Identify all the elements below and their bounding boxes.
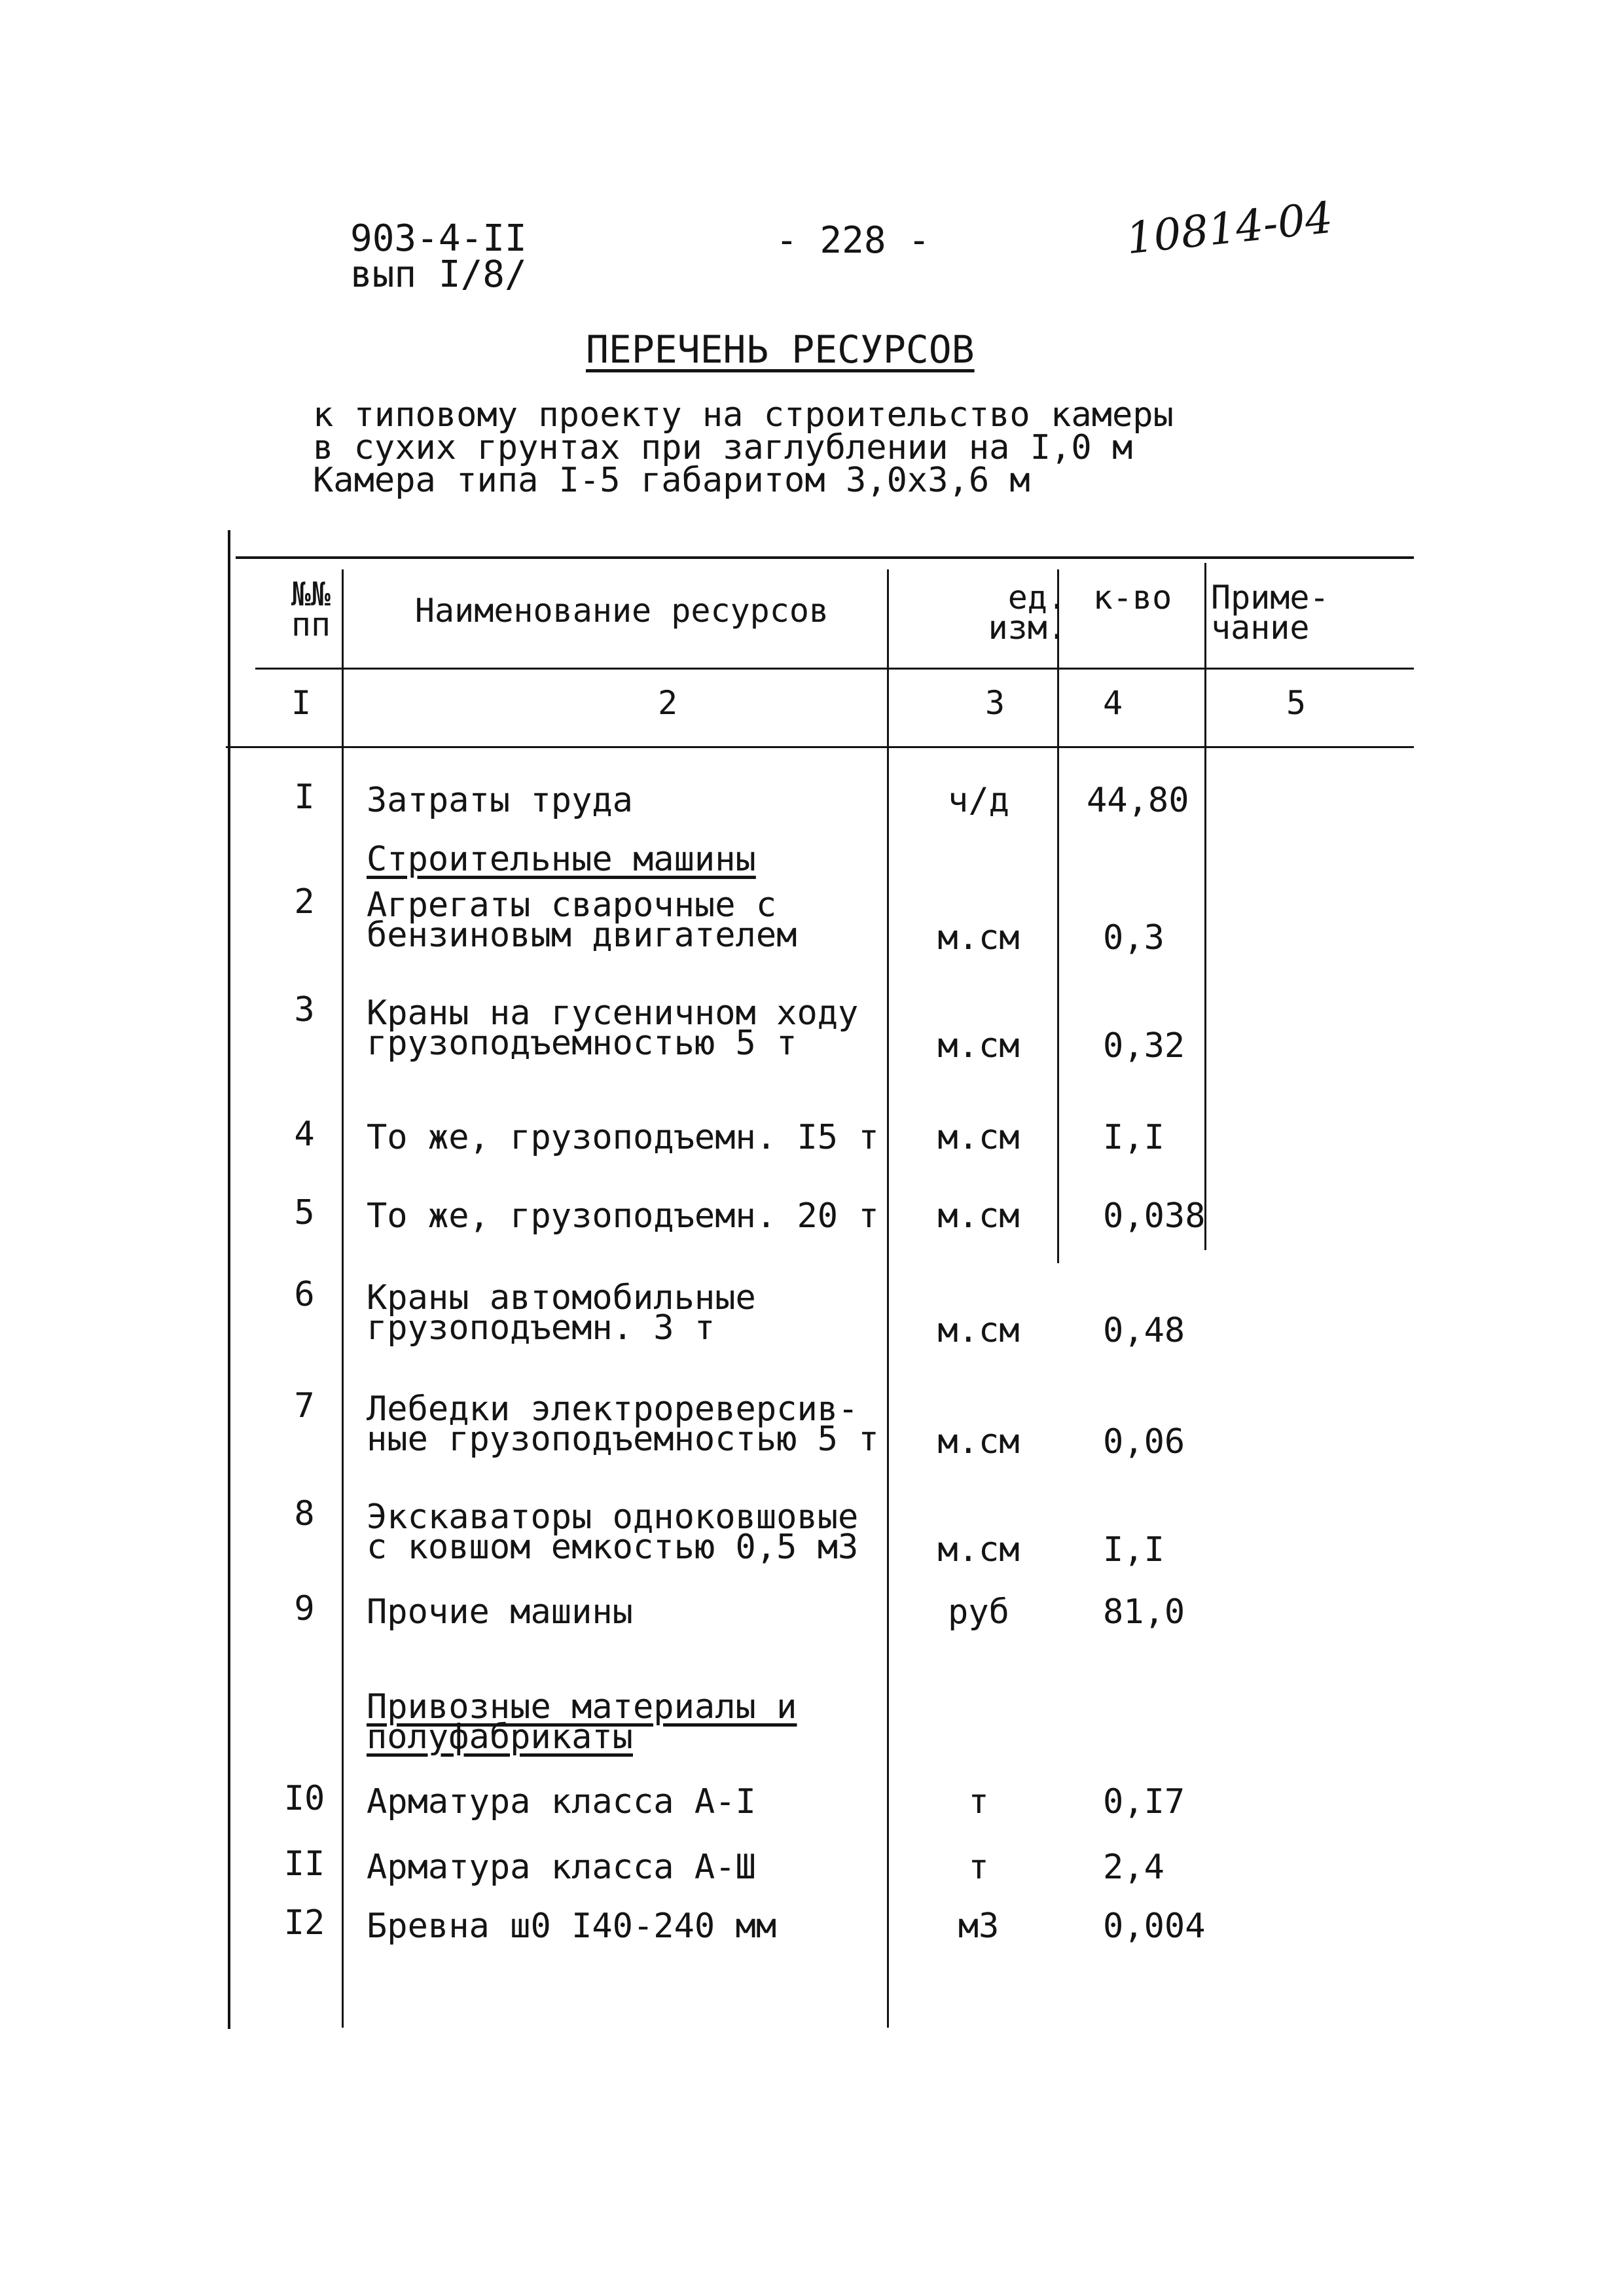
colnum-bottom-rule bbox=[226, 746, 1414, 748]
row-11-name: Арматура класса А-Ш bbox=[367, 1848, 756, 1887]
row-4-qty: I,I bbox=[1103, 1118, 1164, 1157]
row-11-unit: т bbox=[968, 1848, 989, 1887]
row-5-num: 5 bbox=[294, 1193, 315, 1232]
page-number: - 228 - bbox=[776, 219, 931, 262]
handwritten-document-code: 10814-04 bbox=[1123, 192, 1335, 264]
row-11-qty: 2,4 bbox=[1103, 1848, 1164, 1887]
row-4-unit: м.см bbox=[937, 1118, 1020, 1157]
row-9-unit: руб bbox=[948, 1592, 1009, 1632]
column-divider-4 bbox=[1204, 563, 1206, 1250]
colnum-4: 4 bbox=[1102, 684, 1123, 722]
row-6-name: Краны автомобильные грузоподъемн. 3 т bbox=[367, 1278, 756, 1348]
row-8-unit: м.см bbox=[937, 1530, 1020, 1570]
colnum-3: 3 bbox=[984, 684, 1005, 722]
colnum-1: I bbox=[291, 684, 312, 722]
table-top-rule bbox=[236, 556, 1414, 559]
row-7-name: Лебедки электрореверсив- ные грузоподъемностью 5 т bbox=[367, 1390, 879, 1459]
section-construction-machines: Строительные машины bbox=[367, 840, 756, 879]
row-8-name: Экскаваторы одноковшовые с ковшом емкостью 0,5 м3 bbox=[367, 1498, 859, 1567]
row-2-num: 2 bbox=[294, 882, 315, 922]
issue-number: вып I/8/ bbox=[350, 253, 527, 296]
column-divider-2 bbox=[887, 569, 889, 2028]
row-9-qty: 81,0 bbox=[1103, 1592, 1185, 1632]
column-divider-3 bbox=[1057, 569, 1059, 1263]
row-9-name: Прочие машины bbox=[367, 1592, 633, 1632]
row-2-qty: 0,3 bbox=[1103, 918, 1164, 958]
header-note: Приме- чание bbox=[1211, 579, 1329, 647]
header-unit: ед. изм. bbox=[988, 579, 1067, 647]
project-code: 903-4-II bbox=[350, 217, 527, 260]
row-6-unit: м.см bbox=[937, 1311, 1020, 1350]
row-9-num: 9 bbox=[294, 1589, 315, 1628]
row-12-unit: м3 bbox=[958, 1907, 1000, 1946]
header-name: Наименование ресурсов bbox=[414, 592, 829, 630]
colnum-2: 2 bbox=[657, 684, 678, 722]
colnum-5: 5 bbox=[1286, 684, 1307, 722]
row-3-name: Краны на гусеничном ходу грузоподъемностью 5 т bbox=[367, 994, 859, 1063]
row-12-qty: 0,004 bbox=[1103, 1907, 1206, 1946]
row-10-unit: т bbox=[968, 1782, 989, 1821]
intro-line-1: к типовому проекту на строительство камеры bbox=[313, 395, 1174, 435]
row-6-num: 6 bbox=[294, 1275, 315, 1314]
row-7-qty: 0,06 bbox=[1103, 1422, 1185, 1462]
table-left-border bbox=[228, 530, 230, 2029]
row-8-num: 8 bbox=[294, 1494, 315, 1534]
row-7-num: 7 bbox=[294, 1386, 315, 1426]
row-4-name: То же, грузоподъемн. I5 т bbox=[367, 1118, 879, 1157]
header-bottom-rule bbox=[255, 668, 1414, 670]
row-5-qty: 0,038 bbox=[1103, 1196, 1206, 1236]
row-1-unit: ч/д bbox=[948, 781, 1009, 820]
row-2-name: Агрегаты сварочные с бензиновым двигателем bbox=[367, 886, 797, 955]
row-3-num: 3 bbox=[294, 990, 315, 1030]
row-10-qty: 0,I7 bbox=[1103, 1782, 1185, 1821]
header-qty: к-во bbox=[1092, 579, 1172, 617]
row-8-qty: I,I bbox=[1103, 1530, 1164, 1570]
row-12-num: I2 bbox=[283, 1903, 325, 1943]
row-2-unit: м.см bbox=[937, 918, 1020, 958]
section-delivered-materials: Привозные материалы и полуфабрикаты bbox=[367, 1687, 797, 1757]
header-num: №№ пп bbox=[291, 575, 331, 643]
row-10-num: I0 bbox=[283, 1779, 325, 1818]
row-1-qty: 44,80 bbox=[1087, 781, 1189, 820]
row-4-num: 4 bbox=[294, 1115, 315, 1154]
intro-line-3: Камера типа I-5 габаритом 3,0x3,6 м bbox=[313, 461, 1030, 500]
row-11-num: II bbox=[283, 1844, 325, 1884]
row-1-num: I bbox=[294, 778, 315, 817]
row-3-qty: 0,32 bbox=[1103, 1026, 1185, 1066]
intro-line-2: в сухих грунтах при заглублении на I,0 м bbox=[313, 428, 1133, 467]
row-1-name: Затраты труда bbox=[367, 781, 633, 820]
document-title: ПЕРЕЧЕНЬ РЕСУРСОВ bbox=[586, 327, 975, 372]
row-12-name: Бревна ш0 I40-240 мм bbox=[367, 1907, 777, 1946]
row-10-name: Арматура класса А-I bbox=[367, 1782, 756, 1821]
row-3-unit: м.см bbox=[937, 1026, 1020, 1066]
row-5-name: То же, грузоподъемн. 20 т bbox=[367, 1196, 879, 1236]
row-7-unit: м.см bbox=[937, 1422, 1020, 1462]
row-6-qty: 0,48 bbox=[1103, 1311, 1185, 1350]
row-5-unit: м.см bbox=[937, 1196, 1020, 1236]
